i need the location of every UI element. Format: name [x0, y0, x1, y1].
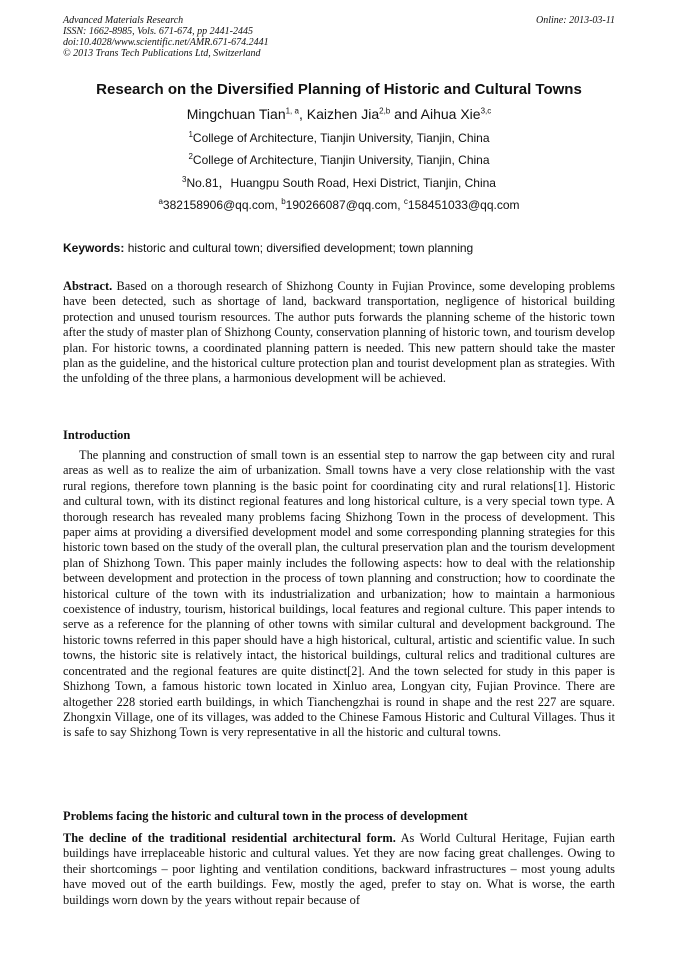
paper-title: Research on the Diversified Planning of Historic and Cultural Towns — [96, 81, 582, 98]
affiliation-marker: 3 — [182, 175, 187, 184]
copyright-line: © 2013 Trans Tech Publications Ltd, Switzerland — [63, 48, 261, 59]
affiliation-marker: 2 — [188, 152, 193, 161]
journal-header — [63, 15, 615, 59]
email-marker: c — [403, 197, 408, 206]
email-marker: b — [281, 197, 286, 206]
email-line — [40, 198, 638, 212]
online-date: Online: 2013-03-11 — [536, 15, 615, 26]
journal-name: Advanced Materials Research — [63, 15, 184, 26]
abstract-text: Based on a thorough research of Shizhong County in Fujian Province, some developing problems have been detected, such as shortage of land, backward transportation, negligence of historical building protection and unused tourism resources. The author puts forwards the planning scheme of the historic town after the study of master plan of Shizhong County, conservation planning of historic town, and tourism develop plan. For historic towns, a coordinated planning pattern is needed. This new pattern should take the master plan as the guideline, and the historical culture protection plan and tourist development plan as strategies. With the unfolding of the three plans, a harmonious development will be achieved. — [63, 279, 615, 386]
email-address: 158451033@qq.com — [407, 198, 520, 212]
author-list — [40, 105, 638, 123]
affiliation-2 — [40, 153, 638, 167]
problems-paragraph — [63, 831, 615, 908]
issn-line: ISSN: 1662-8985, Vols. 671-674, pp 2441-2445 — [63, 26, 253, 37]
email-address: 382158906@qq.com, — [162, 198, 282, 212]
affiliation-3 — [40, 176, 638, 190]
problems-subheading: The decline of the traditional residential architectural form. — [63, 831, 396, 845]
author-name: Kaizhen Jia — [306, 106, 380, 122]
abstract-label: Abstract. — [63, 279, 113, 293]
author-separator: and — [390, 106, 421, 122]
keywords-label: Keywords: — [63, 241, 125, 255]
keywords-line — [63, 241, 623, 255]
author-name: Aihua Xie — [420, 106, 481, 122]
affiliation-text: College of Architecture, Tianjin University, Tianjin, China — [192, 153, 490, 167]
doi-line: doi:10.4028/www.scientific.net/AMR.671-674.2441 — [63, 37, 269, 48]
introduction-paragraph: The planning and construction of small town is an essential step to narrow the gap between city and rural areas as well as to realize the aim of urbanization. Small towns have a very close relationship with the vast rural regions, therefore town planning is the basic point for coordinating city and rural relations[1]. Historic and cultural town, with its distinct regional features and long historical culture, is a very special town type. A thorough research has revealed many problems facing Shizhong Town in the process of development. This paper aims at providing a diversified development model and some corresponding planning strategies for this historic town based on the study of the overall plan, the cultural preservation plan and the tourism development plan of Shizhong Town. This paper mainly includes the following aspects: how to deal with the relationship between development and protection in the process of town planning and construction; how to coordinate the historical culture of the town with its industrialization and urbanization; how to maintain a harmonious coexistence of industry, tourism, historical buildings, local features and regional culture. This paper intends to serve as a reference for the planning of other towns with similar cultural and development background. The historic towns referred in this paper should have a high historical, cultural, artistic and scientific value. In such towns, the historic site is relatively intact, the historical buildings, cultural relics and traditional cultures are concentrated and the regional features are quite distinct[2]. And the town selected for study in this paper is Shizhong Town, a famous historic town located in Xinluo area, Longyan city, Fujian Province. There are altogether 228 storied earth buildings, in which Tianchengzhai is round in shape and the rest 227 are square. Zhongxin Village, one of its villages, was added to the Chinese Famous Historic and Cultural Villages. Thus it is safe to say Shizhong Town is very representative in all the historic and cultural towns. — [63, 448, 615, 740]
author-name: Mingchuan Tian — [186, 106, 286, 122]
author-superscript: 3,c — [480, 106, 492, 116]
affiliation-marker: 1 — [188, 130, 193, 139]
email-address: 190266087@qq.com, — [285, 198, 404, 212]
affiliation-text: College of Architecture, Tianjin University, Tianjin, China — [192, 131, 490, 145]
abstract-paragraph — [63, 279, 615, 387]
problems-heading: Problems facing the historic and cultural town in the process of development — [63, 809, 468, 823]
author-superscript: 1, a — [285, 106, 299, 116]
author-separator: , — [298, 106, 307, 122]
author-superscript: 2,b — [379, 106, 391, 116]
affiliation-text: No.81，Huangpu South Road, Hexi District, Tianjin, China — [186, 176, 496, 190]
introduction-heading: Introduction — [63, 428, 131, 442]
email-marker: a — [158, 197, 163, 206]
affiliation-1 — [40, 131, 638, 145]
keywords-text: historic and cultural town; diversified development; town planning — [124, 241, 474, 255]
problems-text: As World Cultural Heritage, Fujian earth buildings have irreplaceable historic and cultural values. Yet they are now facing great challenges. Owing to their shortcomings – poor lighting and ventilation conditions, backward infrastructures – most young adults have moved out of the earth buildings. Few, mostly the aged, prefer to stay on. What is worse, the earth buildings worn down by the years without repair because of — [63, 831, 615, 907]
